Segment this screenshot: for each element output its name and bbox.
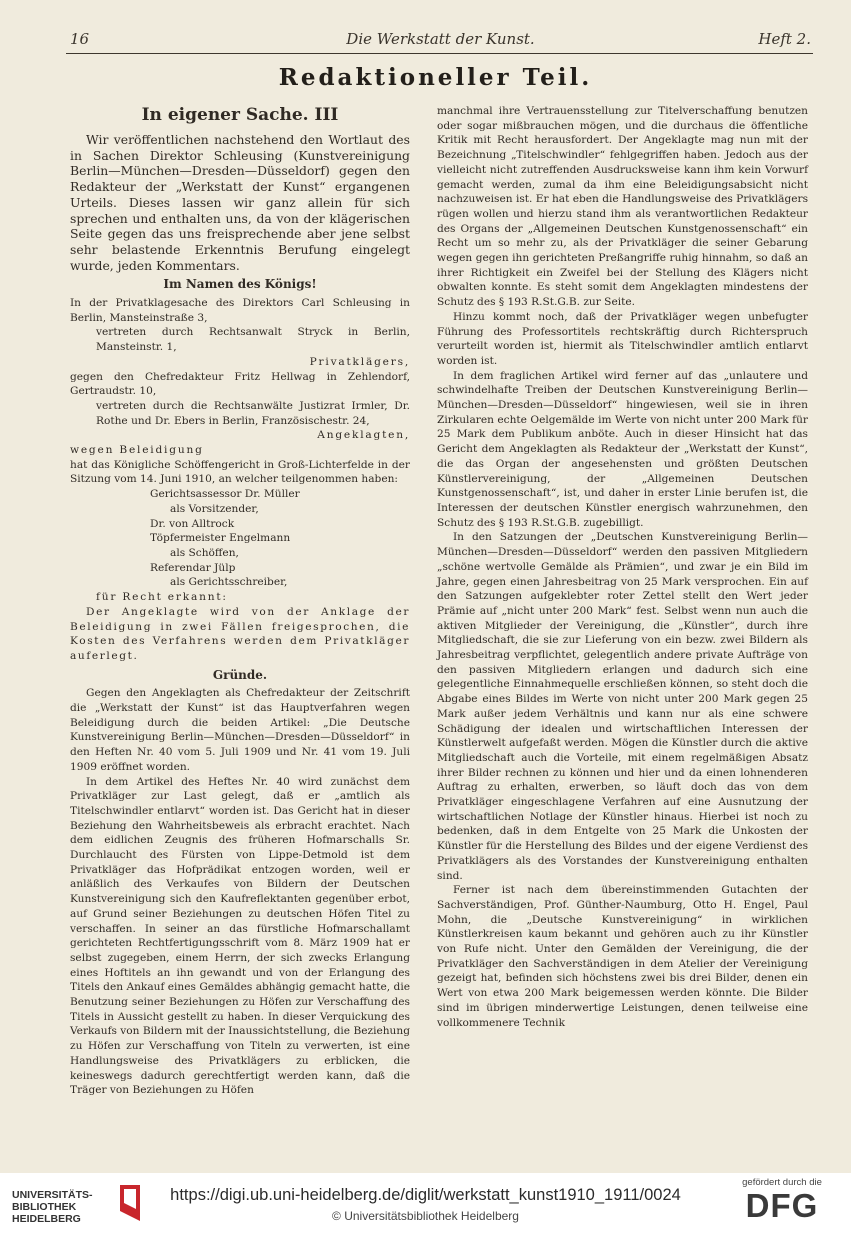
body-paragraph: In den Satzungen der „Deutschen Kunstvereinigung Berlin—München—Dresden—Düsseldorf“ werden den passiven Mitgliedern „schöne wertvolle Gemälde als Prämien“, und zwar je ein Bild im Jahre, gegen einen Jahresbeitrag von 25 Mark versprochen. Ein auf den Satzungen aufgeklebter roter Zettel stellt den Wert jeder Prämie auf „nicht unter 200 Mark“ fest. Selbst wenn nun auch die aktiven Mitglieder der Vereinigung, die „Künstler“, durch ihre Mitgliedschaft, die sie zur Lieferung von ein bezw. zwei Bildern als Jahresbeitrag verpflichtet, gelegentlich andere private Aufträge von den passiven Mitgliedern erlangen und dadurch sich eine gelegentliche Einnahmequelle erschließen können, so steht doch die Abgabe eines Bildes im Werte von nicht unter 200 Mark gegen 25 Mark außer jedem Verhältnis und kann nur als eine schwere Schädigung der idealen und wirtschaftlichen Interessen der Künstlerwelt aufgefaßt werden. Mögen die Künstler durch die aktive Mitgliedschaft auch die Vorteile, mit einem regelmäßigen Absatz ihrer Bilder rechnen zu können und hier und da einen lohnenderen Auftrag zu erhalten, erwerben, so läuft doch das von dem Privatkläger eingeschlagene Verfahren auf eine Ausnutzung der wirtschaftlichen Notlage der Künstler hinaus. Hierbei ist noch zu bedenken, daß in dem Entgelte von 25 Mark die Unkosten der Künstler für die Herstellung des Bildes und der eigene Verdienst des Privatklägers als des Vorstandes der Kunstvereinigung enthalten sind. [437, 531, 808, 882]
court-line: Töpfermeister Engelmann [150, 532, 291, 545]
funder-name: DFG [745, 1187, 819, 1224]
court-line: Dr. von Alltrock [150, 517, 235, 530]
funder-note: gefördert durch die [742, 1177, 822, 1188]
header-rule [66, 53, 813, 54]
case-line: gegen den Chefredakteur Fritz Hellwag in Zehlendorf, Gertraudstr. 10, [70, 370, 410, 398]
case-line: hat das Königliche Schöffengericht in Groß-Lichterfelde in der Sitzung vom 14. Juni 1910, an welcher teilgenommen haben: [70, 458, 410, 486]
case-line: vertreten durch Rechtsanwalt Stryck in Berlin, Mansteinstr. 1, [96, 326, 410, 354]
judgment-intro: für Recht erkannt: [96, 591, 228, 604]
article-title: In eigener Sache. III [141, 105, 339, 125]
case-line: vertreten durch die Rechtsanwälte Justizrat Irmler, Dr. Rothe und Dr. Ebers in Berlin, Französischestr. 24, [96, 399, 410, 427]
case-line: In der Privatklagesache des Direktors Carl Schleusing in Berlin, Mansteinstraße 3, [70, 297, 410, 324]
viewer-footer [0, 1173, 851, 1233]
dfg-logo[interactable] [727, 1177, 837, 1229]
reasons-heading: Gründe. [212, 667, 268, 682]
running-title: Die Werkstatt der Kunst. [346, 30, 535, 48]
case-line: Angeklagten, [317, 429, 410, 442]
running-header [70, 30, 811, 52]
issue-label: Heft 2. [758, 30, 811, 48]
case-line: Privatklägers, [309, 355, 410, 368]
page-number: 16 [70, 30, 90, 48]
body-paragraph: Ferner ist nach dem übereinstimmenden Gutachten der Sachverständigen, Prof. Günther-Naumburg, Otto H. Engel, Paul Mohn, die „Deutsche Kunstvereinigung“ in wirklichen Künstlerkreisen kaum bekannt und gehören auch zu ihr Künstler von Rufe nicht. Unter den Gemälden der Vereinigung, die der Privatkläger den Sachverständigen in dem Atelier der Vereinigung gezeigt hat, befinden sich höchstens zwei bis drei Bilder, denen ein Wert von etwa 200 Mark beigemessen werden könnte. Die Bilder sind im übrigen minderwertige Leistungen, denen teilweise eine vollkommenere Technik [437, 884, 808, 1029]
section-title: Redaktioneller Teil. [278, 64, 593, 91]
body-paragraph: manchmal ihre Vertrauensstellung zur Titelverschaffung benutzen oder sogar mißbrauchen mögen, und die durchaus die öffentliche Kritik mit Recht herausfordert. Der Angeklagte mag nun mit der Bezeichnung „Titelschwindler“ fehlgegriffen haben. Jedoch aus der vielleicht nicht zutreffenden Ausdrucksweise kann ihm kein Vorwurf gemacht werden, zumal da ihm eine Beleidigungsabsicht nicht nachzuweisen ist. Er hat eben die Handlungsweise des Privatklägers rügen wollen und hierzu stand ihm als verantwortlichen Redakteur des Organs der „Allgemeinen Deutschen Kunstgenossenschaft“ ein Recht um so mehr zu, als der Privatkläger die seiner Gebarung wegen gegen ihn gerichteten Preßangriffe ruhig hinnahm, so daß an ihrer Richtigkeit ein Zweifel bei der Stellung des Klägers nicht obwalten konnte. Es steht somit dem Angeklagten mindestens der Schutz des § 193 R.St.G.B. zur Seite. [437, 105, 808, 309]
article-intro: Wir veröffentlichen nachstehend den Wortlaut des in Sachen Direktor Schleusing (Kunstvereinigung Berlin—München—Dresden—Düsseldorf) gegen den Redakteur der „Werkstatt der Kunst“ ergangenen Urteils. Dieses lassen wir ganz allein für sich sprechen und enthalten uns, da von der klägerischen Seite gegen das uns freisprechende aber jene selbst sehr belastende Erkenntnis Berufung eingelegt wurde, jeden Kommentars. [70, 132, 410, 273]
copyright-notice: © Universitätsbibliothek Heidelberg [332, 1209, 519, 1223]
verdict-heading: Im Namen des Königs! [163, 277, 317, 292]
left-column [70, 104, 410, 1098]
court-line: als Gerichtsschreiber, [170, 576, 288, 589]
permalink-url[interactable]: https://digi.ub.uni-heidelberg.de/diglit/werkstatt_kunst1910_1911/0024 [170, 1186, 681, 1204]
court-line: Gerichtsassessor Dr. Müller [150, 488, 300, 501]
judgment-text: Der Angeklagte wird von der Anklage der Beleidigung in zwei Fällen freigesprochen, die Kosten des Verfahrens werden dem Privatkläger auferlegt. [70, 605, 410, 662]
body-paragraph: Hinzu kommt noch, daß der Privatkläger wegen unbefugter Führung des Professortitels rechtskräftig durch Richterspruch verurteilt worden ist, hiermit als Titelschwindler amtlich entlarvt worden ist. [437, 310, 808, 367]
body-paragraph: Gegen den Angeklagten als Chefredakteur der Zeitschrift die „Werkstatt der Kunst“ ist das Hauptverfahren wegen Beleidigung durch die beiden Artikel: „Die Deutsche Kunstvereinigung Berlin—München—Dresden—Düsseldorf“ in den Heften Nr. 40 vom 5. Juli 1909 und Nr. 41 vom 19. Juli 1909 eröffnet worden. [70, 687, 410, 773]
body-paragraph: In dem fraglichen Artikel wird ferner auf das „unlautere und schwindelhafte Treiben der Deutschen Kunstvereinigung Berlin—München—Dresden—Düsseldorf“ hingewiesen, weil sie in ihren Zirkularen echte Oelgemälde im Werte von nicht unter 200 Mark für 25 Mark dem Publikum anböte. Auch in dieser Hinsicht hat das Gericht dem Angeklagten als Redakteur der „Werkstatt der Kunst“, die das Organ der angesehensten und größten Deutschen Künstlervereinigung, der „Allgemeinen Deutschen Kunstgenossenschaft“, ist, und daher in erster Linie berufen ist, die Interessen der deutschen Künstler energisch wahrzunehmen, den Schutz des § 193 R.St.G.B. zugebilligt. [437, 369, 808, 529]
court-line: als Vorsitzender, [170, 502, 259, 515]
case-line: wegen Beleidigung [70, 444, 204, 457]
court-line: als Schöffen, [170, 546, 239, 559]
body-paragraph: In dem Artikel des Heftes Nr. 40 wird zunächst dem Privatkläger zur Last gelegt, daß er „amtlich als Titelschwindler entlarvt“ worden ist. Das Gericht hat in dieser Beziehung den Wahrheitsbeweis als erbracht erachtet. Nach dem eidlichen Zeugnis des früheren Hofmarschalls Sr. Durchlaucht des Fürsten von Lippe-Detmold ist dem Privatkläger das Hofprädikat entzogen worden, weil er anläßlich des Verkaufes von Bildern der Deutschen Kunstvereinigung sich den Kaufreflektanten gegenüber erbot, auf Grund seiner Beziehungen zu deutschen Höfen Titel zu verschaffen. In seiner an das fürstliche Hofmarschallamt gerichteten Rechtfertigungsschrift vom 8. März 1909 hat er selbst zugegeben, einem Herrn, der sich zwecks Erlangung eines Hoftitels an ihn gewandt und von der Erlangung des Titels den Ankauf eines Gemäldes abhängig gemacht hatte, die Benutzung seiner Beziehungen zu Höfen zur Verschaffung des Titels in Aussicht gestellt zu haben. In dieser Verquickung des Verkaufs von Bildern mit der Inaussichtstellung, die Beziehung zu Höfen zur Verschaffung von Titeln zu verwerten, ist eine Handlungsweise des Privatklägers zu erblicken, die keineswegs dadurch gerechtfertigt werden kann, daß die Träger von Beziehungen zu Höfen [70, 775, 410, 1097]
court-line: Referendar Jülp [150, 561, 236, 574]
library-name: UNIVERSITÄTS- BIBLIOTHEK HEIDELBERG [12, 1189, 93, 1225]
right-column [437, 104, 808, 1030]
